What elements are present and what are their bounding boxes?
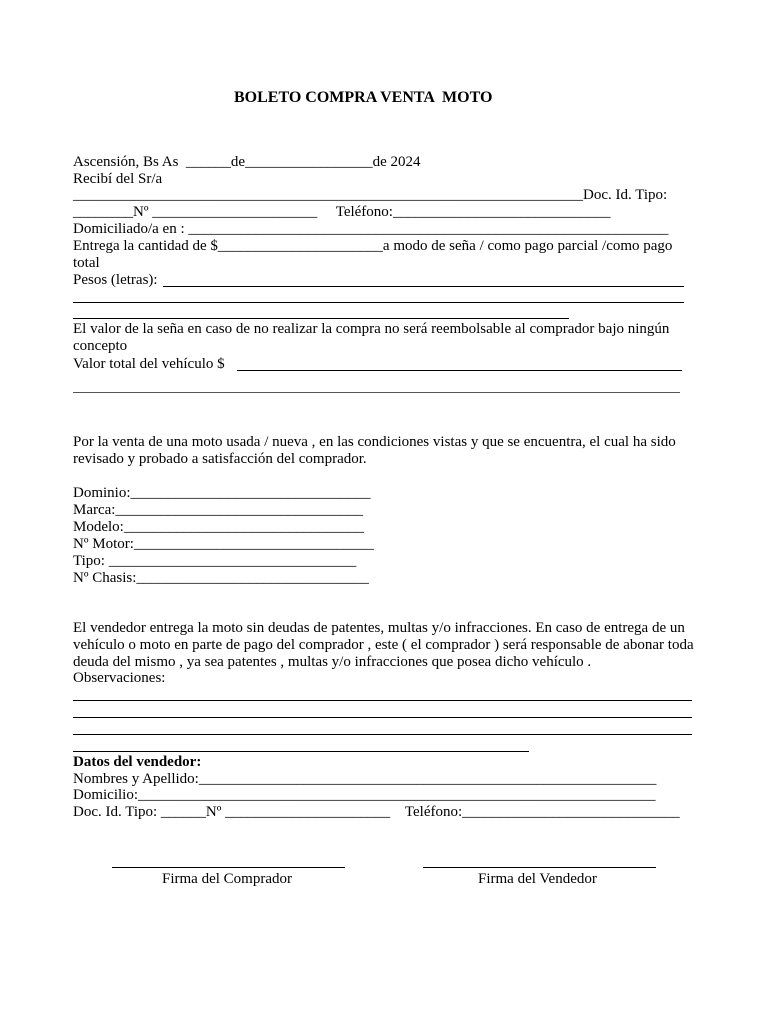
seller-heading: Datos del vendedor: xyxy=(73,754,202,770)
seller-clause: El vendedor entrega la moto sin deudas de patentes, multas y/o infracciones. En caso de entrega de un vehículo o moto en parte de pago del comprador , este ( el comprador ) será responsable de abonar toda deuda del mismo , ya sea patentes , multas y/o infracciones que posea dicho vehículo . xyxy=(73,620,694,670)
seller-doc-line: Doc. Id. Tipo: ______Nº ______________________ Teléfono:_____________________________ xyxy=(73,804,680,820)
vehicle-field-motor: Nº Motor:________________________________ xyxy=(73,536,374,552)
separator-line xyxy=(73,392,680,393)
seller-domicile-line: Domicilio:_____________________________________________________________________ xyxy=(73,787,656,803)
domicile-line: Domiciliado/a en : ________________________________________________________________ xyxy=(73,221,669,237)
amount-line-continuation: total xyxy=(73,255,100,271)
amount-line: Entrega la cantidad de $______________________a modo de seña / como pago parcial /como pago xyxy=(73,238,673,254)
pesos-label: Pesos (letras): xyxy=(73,272,158,288)
seller-name-line: Nombres y Apellido:_____________________________________________________________ xyxy=(73,771,657,787)
vehicle-field-dominio: Dominio:________________________________ xyxy=(73,485,371,501)
total-value-underline xyxy=(237,370,682,371)
document-title: BOLETO COMPRA VENTA MOTO xyxy=(234,89,493,106)
seller-signature-line xyxy=(423,867,656,868)
pesos-underline xyxy=(163,286,684,287)
observations-line-3 xyxy=(73,734,692,735)
observations-label: Observaciones: xyxy=(73,670,166,686)
doc-type-line: ____________________________________________________________________Doc. Id. Tipo: xyxy=(73,187,668,203)
place-date-line: Ascensión, Bs As ______de_________________de 2024 xyxy=(73,154,421,170)
vehicle-field-chasis: Nº Chasis:_______________________________ xyxy=(73,570,369,586)
total-value-label: Valor total del vehículo $ xyxy=(73,356,225,372)
number-phone-line: ________Nº ______________________ Teléfono:_____________________________ xyxy=(73,204,611,220)
sale-clause: Por la venta de una moto usada / nueva , en las condiciones vistas y que se encuentra, el cual ha sido revisado y probado a satisfacción del comprador. xyxy=(73,434,676,467)
seller-signature-label: Firma del Vendedor xyxy=(478,871,597,887)
received-from-label: Recibí del Sr/a xyxy=(73,171,163,187)
vehicle-field-marca: Marca:_________________________________ xyxy=(73,502,363,518)
observations-line-2 xyxy=(73,717,692,718)
observations-line-4 xyxy=(73,751,529,752)
buyer-signature-line xyxy=(112,867,345,868)
vehicle-field-tipo: Tipo: _________________________________ xyxy=(73,553,357,569)
pesos-underline-2 xyxy=(73,302,684,303)
vehicle-field-modelo: Modelo:________________________________ xyxy=(73,519,364,535)
buyer-signature-label: Firma del Comprador xyxy=(162,871,292,887)
deposit-clause: El valor de la seña en caso de no realizar la compra no será reembolsable al comprador bajo ningún concepto xyxy=(73,321,670,354)
observations-line-1 xyxy=(73,700,692,701)
pesos-underline-3 xyxy=(73,318,569,319)
